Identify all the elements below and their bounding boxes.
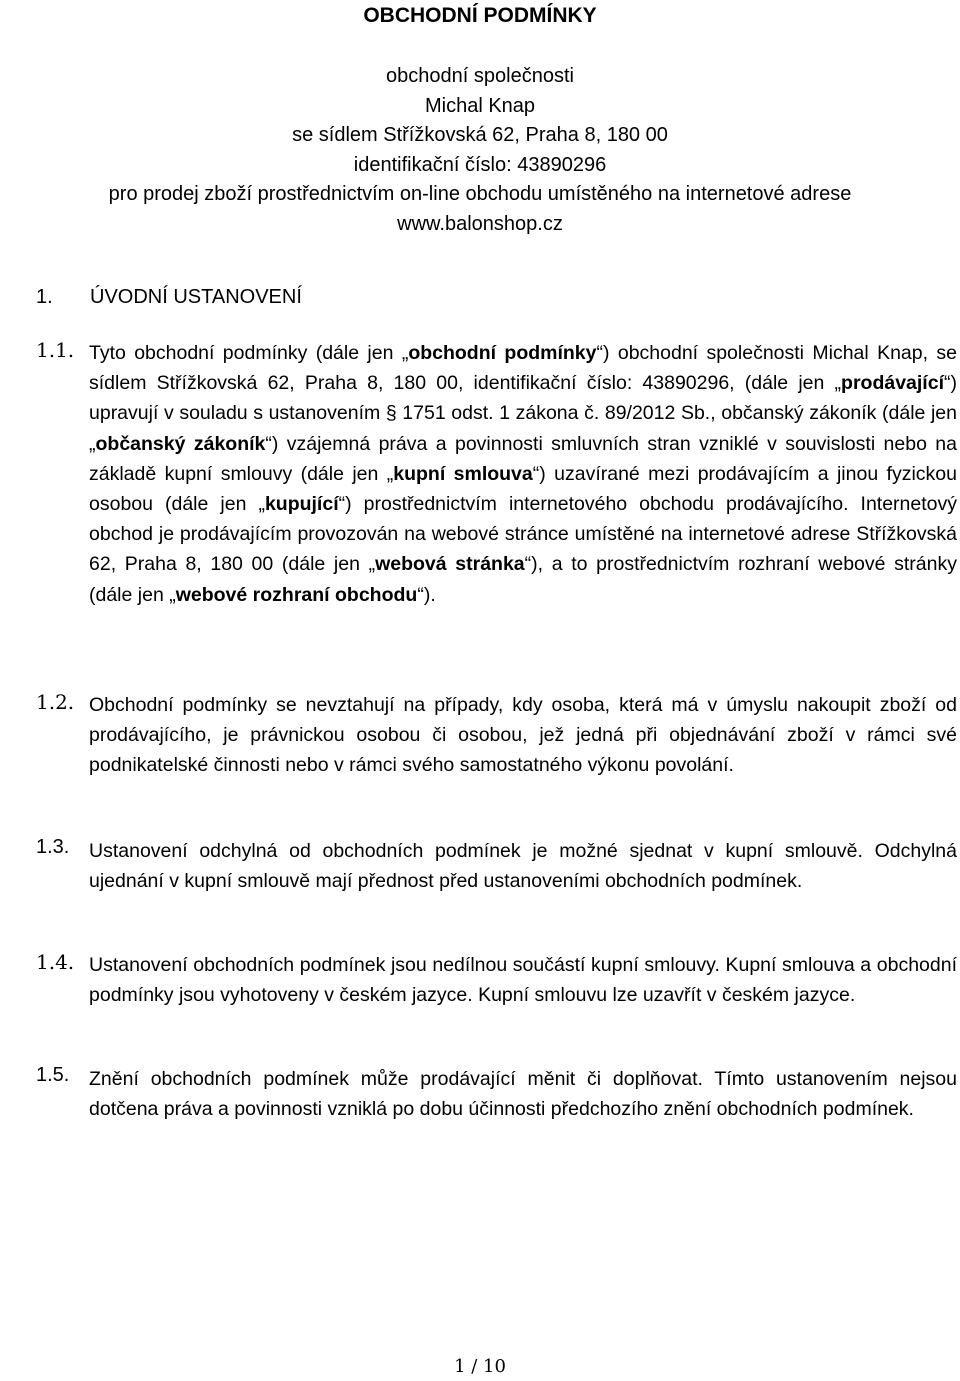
section-heading — [36, 286, 302, 309]
clause-text: Ustanovení obchodních podmínek jsou nedílnou součástí kupní smlouvy. Kupní smlouva a obchodní podmínky jsou vyhotoveny v českém jazyce. Kupní smlouvu lze uzavřít v českém jazyce. — [89, 954, 957, 1007]
clause — [36, 690, 958, 781]
clause-number: 1.5. — [36, 1064, 70, 1086]
clause-number: 1.3. — [36, 836, 70, 858]
shop-url: www.balonshop.cz — [397, 212, 563, 235]
clause-text: Znění obchodních podmínek může prodávající měnit či doplňovat. Tímto ustanovením nejsou dotčena práva a povinnosti vzniklá po dobu účinnosti předchozího znění obchodních podmínek. — [89, 1068, 957, 1121]
section-title: ÚVODNÍ USTANOVENÍ — [90, 286, 302, 308]
clause — [36, 836, 958, 896]
company-id: identifikační číslo: 43890296 — [353, 153, 607, 176]
clause-number: 1.2. — [36, 690, 75, 714]
section-number: 1. — [36, 286, 53, 308]
clause — [36, 338, 958, 610]
clause — [36, 950, 958, 1010]
header-line: pro prodej zboží prostřednictvím on-line obchodu umístěného na internetové adrese — [108, 183, 852, 206]
company-header — [20, 62, 940, 240]
clause-text: Obchodní podmínky se nevztahují na případy, kdy osoba, která má v úmyslu nakoupit zboží od prodávajícího, je právnickou osobou či osobou, jež jedná při objednávání zboží v rámci své podnikatelské činnosti nebo v rámci svého samostatného výkonu povolání. — [89, 694, 957, 777]
clause-number: 1.4. — [36, 950, 75, 974]
company-name: Michal Knap — [424, 94, 536, 117]
company-address: se sídlem Střížkovská 62, Praha 8, 180 00 — [292, 124, 668, 147]
header-line: obchodní společnosti — [386, 65, 574, 87]
clause-text: Ustanovení odchylná od obchodních podmínek je možné sjednat v kupní smlouvě. Odchylná ujednání v kupní smlouvě mají přednost před ustanoveními obchodních podmínek. — [89, 840, 957, 893]
page-number: 1 / 10 — [454, 1356, 506, 1377]
document-title: OBCHODNÍ PODMÍNKY — [363, 4, 597, 27]
clause-text: Tyto obchodní podmínky (dále jen „obchodní podmínky“) obchodní společnosti Michal Knap, se sídlem Střížkovská 62, Praha 8, 180 00, identifikační číslo: 43890296, (dále jen „prodávající“) upravují v souladu s ustanovením § 1751 odst. 1 zákona č. 89/2012 Sb., občanský zákoník (dále jen „občanský zákoník“) vzájemná práva a povinnosti smluvních stran vzniklé v souvislosti nebo na základě kupní smlouvy (dále jen „kupní smlouva“) uzavírané mezi prodávajícím a jinou fyzickou osobou (dále jen „kupující“) prostřednictvím internetového obchodu prodávajícího. Internetový obchod je prodávajícím provozován na webové stránce umístěné na internetové adrese Střížkovská 62, Praha 8, 180 00 (dále jen „webová stránka“), a to prostřednictvím rozhraní webové stránky (dále jen „webové rozhraní obchodu“). — [89, 342, 957, 606]
clause-number: 1.1. — [36, 338, 75, 362]
clause — [36, 1064, 958, 1124]
